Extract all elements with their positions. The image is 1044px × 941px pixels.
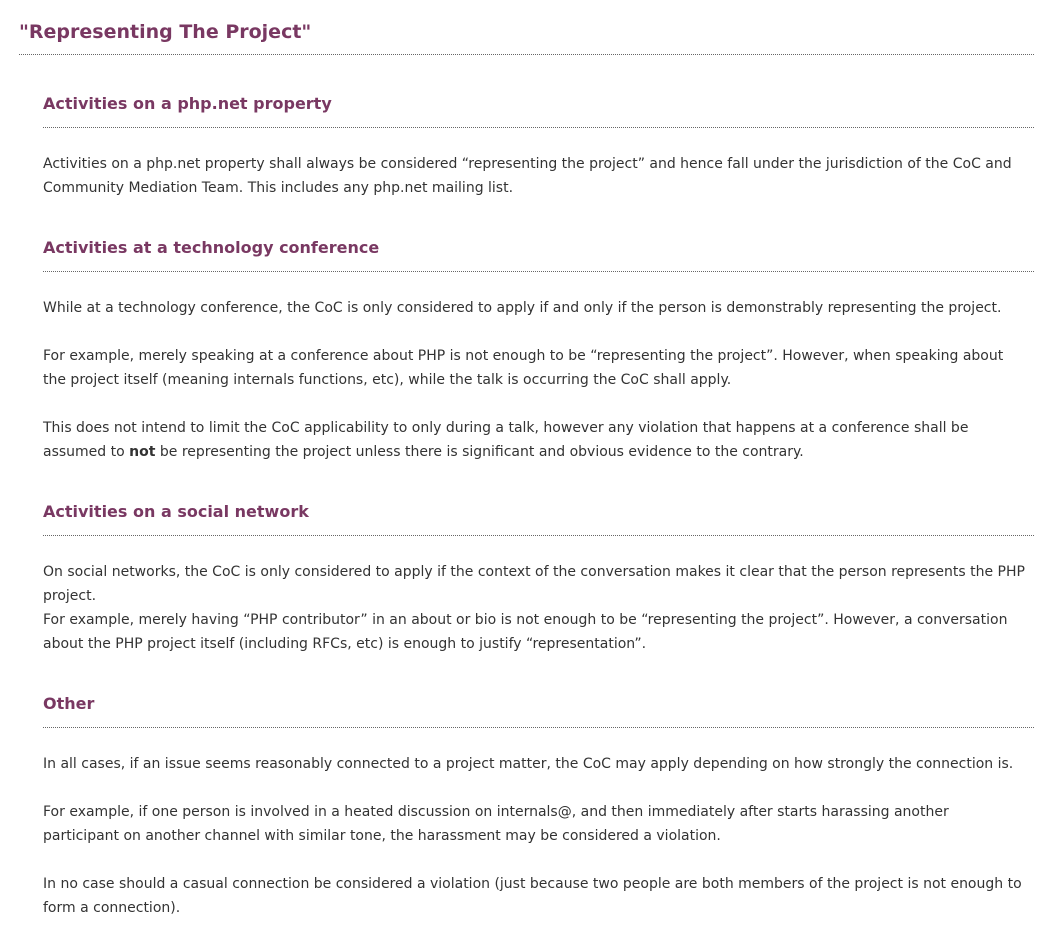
paragraph-conference-limit-text-2: be representing the project unless there is significant and obvious evidence to the contrary. xyxy=(155,444,804,460)
paragraph-php-net-property: Activities on a php.net property shall always be considered “representing the project” and hence fall under the jurisdiction of the CoC and Community Mediation Team. This includes any php.net mailing list. xyxy=(43,156,1012,196)
paragraph-conference-example: For example, merely speaking at a conference about PHP is not enough to be “representing the project”. However, when speaking about the project itself (meaning internals functions, etc), while the talk is occurring the CoC shall apply. xyxy=(43,348,1004,388)
heading-technology-conference: Activities at a technology conference xyxy=(43,236,1034,272)
paragraph-conference-limit-emphasis: not xyxy=(129,444,156,460)
paragraph-other-no-case: In no case should a casual connection be considered a violation (just because two people are both members of the project is not enough to form a connection). xyxy=(43,876,1022,916)
heading-social-network: Activities on a social network xyxy=(43,500,1034,536)
paragraph-other-all-cases: In all cases, if an issue seems reasonably connected to a project matter, the CoC may apply depending on how strongly the connection is. xyxy=(43,756,1014,772)
paragraph-social-apply: On social networks, the CoC is only considered to apply if the context of the conversation makes it clear that the person represents the PHP project. xyxy=(43,564,1025,604)
paragraph-conference-apply: While at a technology conference, the CoC is only considered to apply if and only if the person is demonstrably representing the project. xyxy=(43,300,1002,316)
paragraph-conference-limit xyxy=(43,416,1028,464)
paragraph-social-example: For example, merely having “PHP contributor” in an about or bio is not enough to be “representing the project”. However, a conversation about the PHP project itself (including RFCs, etc) is enough to justify “representation”. xyxy=(43,612,1008,652)
heading-other: Other xyxy=(43,692,1034,728)
heading-php-net-property: Activities on a php.net property xyxy=(43,92,1034,128)
paragraph-other-example: For example, if one person is involved in a heated discussion on internals@, and then immediately after starts harassing another participant on another channel with similar tone, the harassment may be considered a violation. xyxy=(43,804,949,844)
paragraph-conference-limit-text-1: This does not intend to limit the CoC applicability to only during a talk, however any violation that happens at a conference shall be assumed to xyxy=(43,420,969,460)
page-title: "Representing The Project" xyxy=(19,18,1034,55)
